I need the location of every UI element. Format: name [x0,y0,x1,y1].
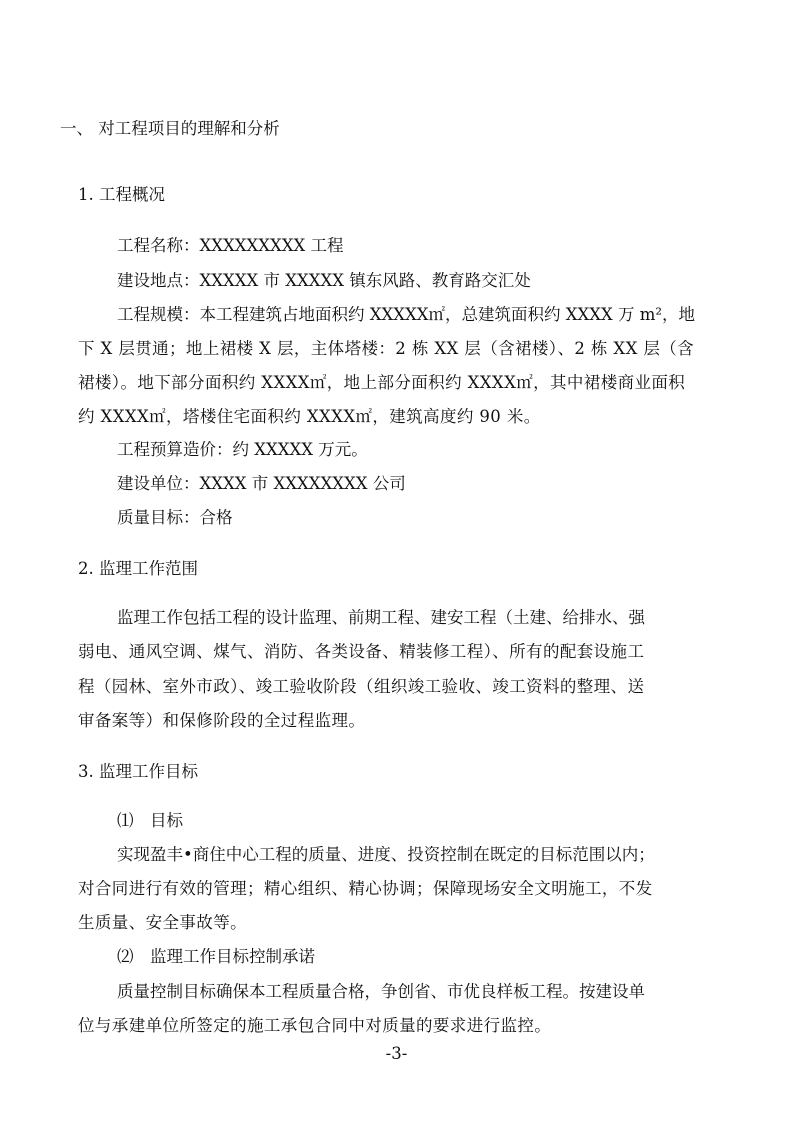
subsection-title: ⑵ 监理工作目标控制承诺 [117,947,315,966]
section-title: 2. 监理工作范围 [78,559,198,578]
quality-goal: 质量目标：合格 [117,508,233,527]
heading-1: 一、 对工程项目的理解和分析 [60,119,280,138]
scope-line: 程（园林、室外市政）、竣工验收阶段（组织竣工验收、竣工资料的整理、送 [78,677,645,696]
project-scale-line: 工程规模：本工程建筑占地面积约 XXXXX㎡，总建筑面积约 XXXX 万 m²，地 [117,305,695,324]
project-budget: 工程预算造价：约 XXXXX 万元。 [117,440,368,459]
goal-line: 生质量、安全事故等。 [78,913,247,932]
project-owner: 建设单位：XXXX 市 XXXXXXXX 公司 [117,474,406,493]
subsection-title: ⑴ 目标 [117,811,183,830]
project-location: 建设地点：XXXXX 市 XXXXX 镇东风路、教育路交汇处 [117,271,531,290]
project-scale-line: 下 X 层贯通；地上裙楼 X 层，主体塔楼：2 栋 XX 层（含裙楼）、2 栋 XX 层（含 [78,339,695,358]
scope-line: 监理工作包括工程的设计监理、前期工程、建安工程（土建、给排水、强 [117,608,645,627]
goal-line: 实现盈丰•商住中心工程的质量、进度、投资控制在既定的目标范围以内； [117,845,655,864]
page-number: -3- [385,1044,408,1063]
project-name: 工程名称：XXXXXXXXX 工程 [117,236,344,255]
scope-line: 弱电、通风空调、煤气、消防、各类设备、精装修工程）、所有的配套设施工 [78,642,645,661]
commitment-line: 质量控制目标确保本工程质量合格，争创省、市优良样板工程。按建设单 [117,982,645,1001]
project-scale-line: 约 XXXX㎡，塔楼住宅面积约 XXXX㎡，建筑高度约 90 米。 [78,407,541,426]
commitment-line: 位与承建单位所签定的施工承包合同中对质量的要求进行监控。 [78,1016,552,1035]
scope-line: 审备案等）和保修阶段的全过程监理。 [78,711,366,730]
section-title: 1. 工程概况 [78,185,165,204]
section-title: 3. 监理工作目标 [78,762,198,781]
goal-line: 对合同进行有效的管理；精心组织、精心协调；保障现场安全文明施工，不发 [78,879,653,898]
project-scale-line: 裙楼）。地下部分面积约 XXXX㎡，地上部分面积约 XXXX㎡，其中裙楼商业面积 [78,373,686,392]
